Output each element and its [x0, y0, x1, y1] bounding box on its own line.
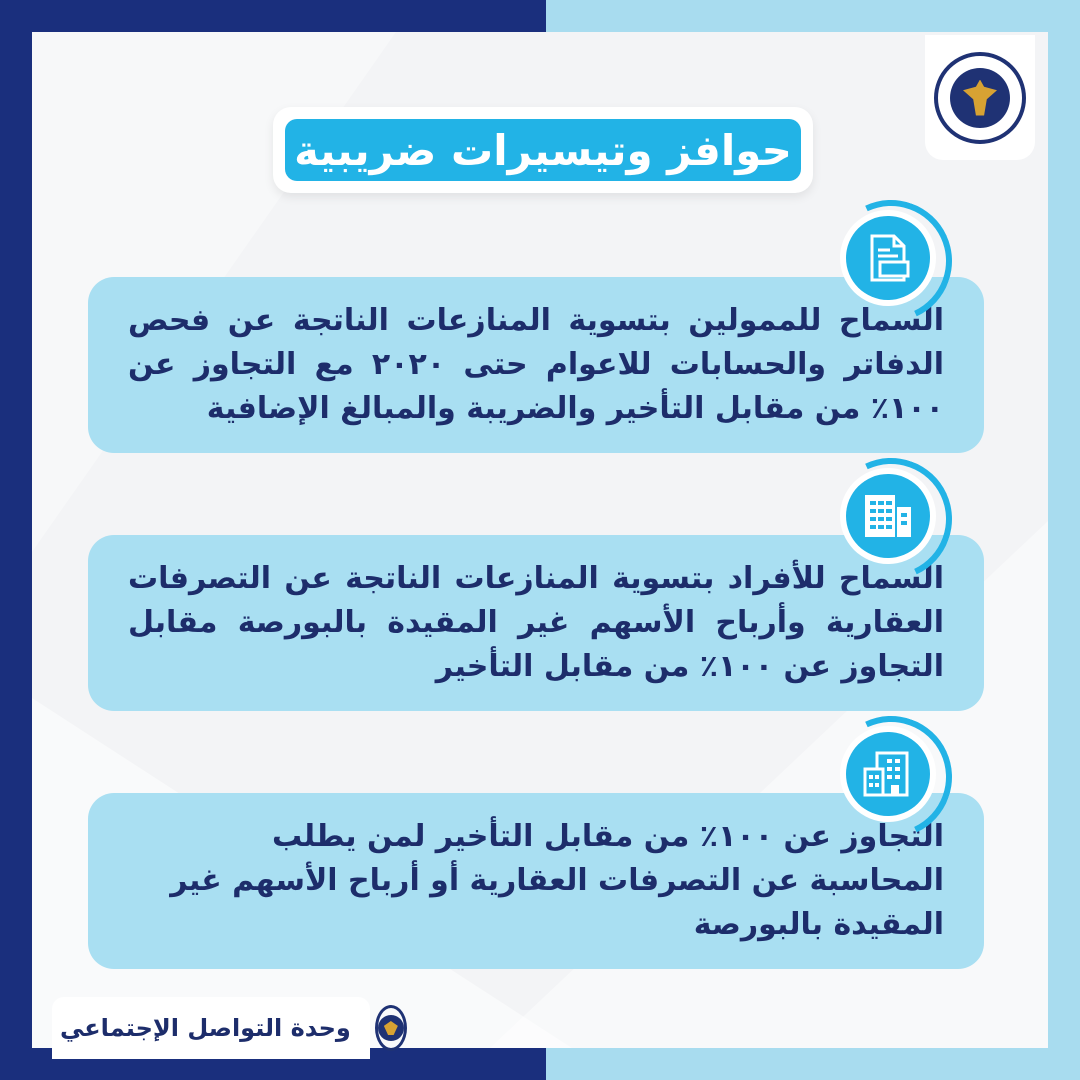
office-building-icon — [846, 474, 930, 558]
ministry-of-finance-seal — [934, 52, 1026, 144]
eagle-emblem-icon — [963, 80, 997, 116]
document-icon — [846, 216, 930, 300]
buildings-icon — [846, 732, 930, 816]
footer-badge — [52, 997, 370, 1059]
title-banner — [273, 107, 813, 193]
footer-label: وحدة التواصل الإجتماعي — [60, 1014, 351, 1042]
card-icon-badge — [836, 206, 946, 316]
ministry-seal-icon — [375, 1005, 407, 1051]
incentive-text: السماح للأفراد بتسوية المنازعات الناتجة عن التصرفات العقارية وأرباح الأسهم غير المقيدة بالبورصة مقابل التجاوز عن ١٠٠٪ من مقابل التأخير — [128, 561, 944, 684]
incentive-text: السماح للممولين بتسوية المنازعات الناتجة عن فحص الدفاتر والحسابات للاعوام حتى ٢٠٢٠ مع التجاوز عن ١٠٠٪ من مقابل التأخير والضريبة والمبالغ الإضافية — [128, 303, 944, 426]
seal-center — [950, 68, 1010, 128]
logo-card — [925, 35, 1035, 160]
incentive-text: التجاوز عن ١٠٠٪ من مقابل التأخير لمن يطلب المحاسبة عن التصرفات العقارية أو أرباح الأسهم غير المقيدة بالبورصة — [170, 819, 944, 942]
page-title: حوافز وتيسيرات ضريبية — [285, 119, 801, 181]
card-icon-badge — [836, 722, 946, 832]
card-icon-badge — [836, 464, 946, 574]
